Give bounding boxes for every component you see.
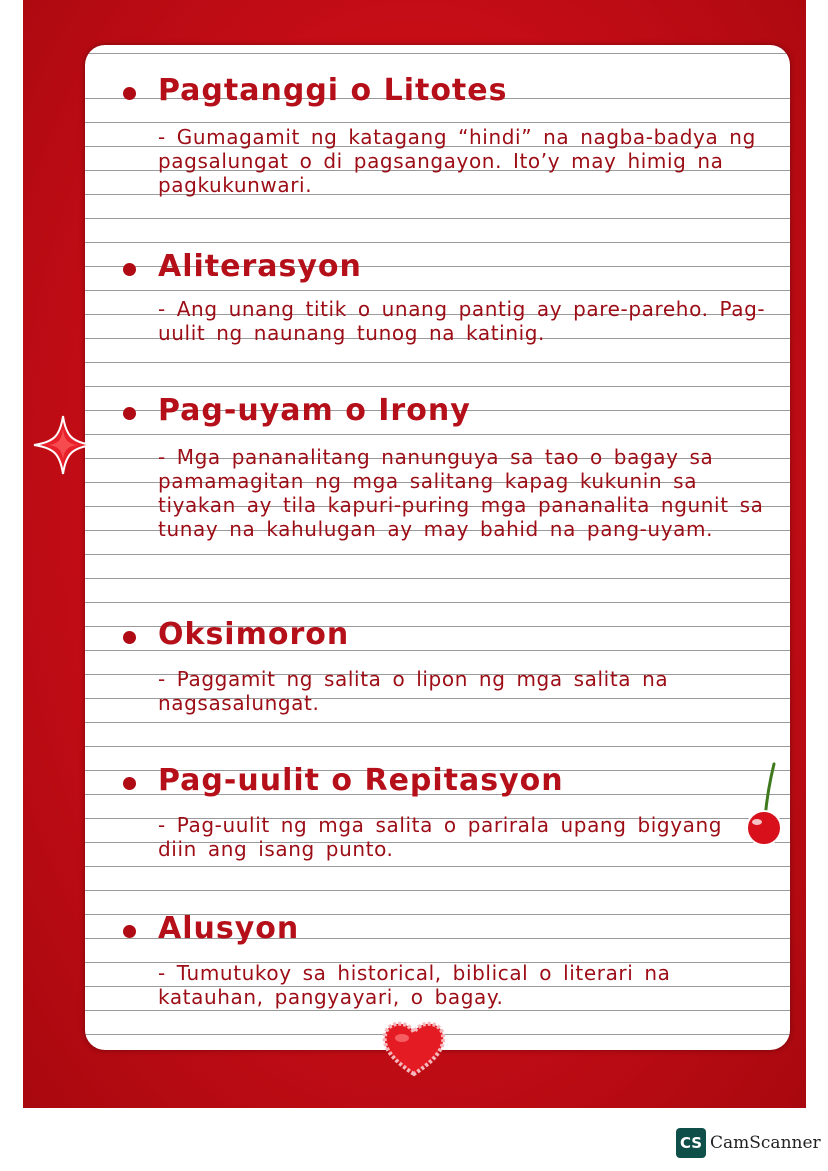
sparkle-star-icon — [32, 414, 94, 476]
bullet-dot — [123, 925, 136, 938]
red-poster-background — [23, 0, 806, 1108]
section-description: - Paggamit ng salita o lipon ng mga salita na nagsasalungat. — [158, 667, 669, 715]
section-title: Oksimoron — [158, 617, 350, 652]
bullet-dot — [123, 631, 136, 644]
camscanner-logo-icon: CS — [676, 1128, 706, 1158]
bullet-dot — [123, 87, 136, 100]
bullet-dot — [123, 407, 136, 420]
lined-paper — [85, 45, 790, 1050]
section-title: Pagtanggi o Litotes — [158, 73, 508, 108]
bullet-dot — [123, 777, 136, 790]
heart-icon — [380, 1018, 448, 1078]
camscanner-watermark: CamScanner — [710, 1133, 821, 1153]
bullet-dot — [123, 263, 136, 276]
section-description: - Pag-uulit ng mga salita o parirala upang bigyang diin ang isang punto. — [158, 813, 723, 861]
cherry-icon — [740, 760, 792, 850]
section-description: - Ang unang titik o unang pantig ay pare-pareho. Pag-uulit ng naunang tunog na katinig. — [158, 297, 766, 345]
section-title: Pag-uulit o Repitasyon — [158, 763, 564, 798]
section-description: - Gumagamit ng katagang “hindi” na nagba-badya ng pagsalungat o di pagsangayon. Ito’y may himig na pagkukunwari. — [158, 125, 756, 197]
section-title: Pag-uyam o Irony — [158, 393, 471, 428]
section-title: Alusyon — [158, 911, 300, 946]
section-description: - Tumutukoy sa historical, biblical o literari na katauhan, pangyayari, o bagay. — [158, 961, 671, 1009]
section-description: - Mga pananalitang nanunguya sa tao o bagay sa pamamagitan ng mga salitang kapag kukunin sa tiyakan ay tila kapuri-puring mga pananalita ngunit sa tunay na kahulugan ay may bahid na pang-uyam. — [158, 445, 764, 541]
section-title: Aliterasyon — [158, 249, 362, 284]
